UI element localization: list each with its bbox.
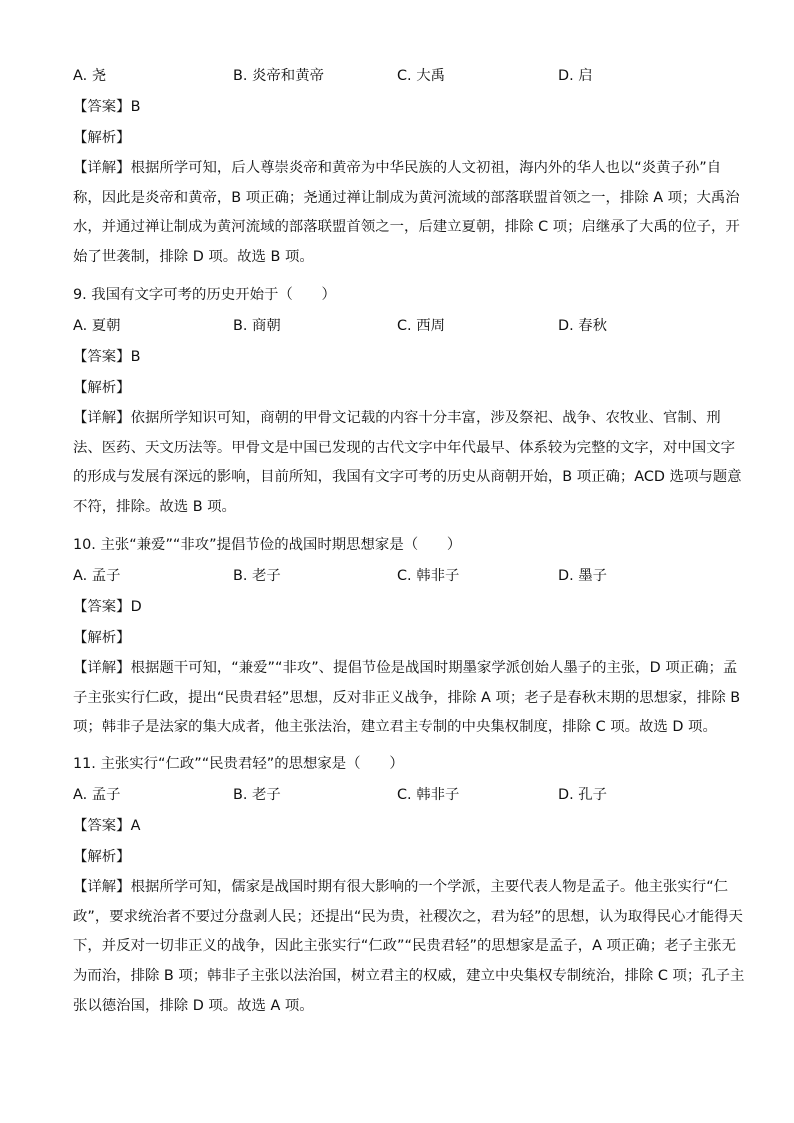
- q9-detail-line: 【详解】依据所学知识可知，商朝的甲骨文记载的内容十分丰富，涉及祭祀、战争、农牧业、官制、刑: [73, 410, 721, 426]
- q10-analysis-heading: 【解析】: [73, 630, 131, 646]
- q8-detail: [73, 154, 740, 273]
- q10-option-c: C. 韩非子: [397, 568, 460, 584]
- q11-detail-line: 政”，要求统治者不要过分盘剥人民；还提出“民为贵，社稷次之，君为轻”的思想，认为取得民心才能得天: [73, 908, 743, 925]
- q11-detail: [73, 873, 745, 1022]
- q9-option-a: A. 夏朝: [73, 318, 121, 334]
- q9-option-b: B. 商朝: [233, 318, 281, 334]
- q8-option-c: C. 大禹: [397, 68, 445, 84]
- q10-options: [73, 566, 733, 586]
- q10-question: 10. 主张“兼爱”“非攻”提倡节俭的战国时期思想家是（ ）: [73, 537, 462, 553]
- q9-detail-line: 法、医药、天文历法等。甲骨文是中国已发现的古代文字中年代最早、体系较为完整的文字，对中国文字: [73, 439, 735, 456]
- q11-detail-line: 张以德治国，排除 D 项。故选 A 项。: [73, 997, 314, 1014]
- q9-option-d: D. 春秋: [558, 318, 608, 334]
- q11-option-b: B. 老子: [233, 787, 281, 803]
- q11-option-a: A. 孟子: [73, 787, 121, 803]
- q8-option-a: A. 尧: [73, 68, 107, 84]
- q9-question: 9. 我国有文字可考的历史开始于（ ）: [73, 287, 336, 303]
- q10-detail-line: 【详解】根据题干可知，“兼爱”“非攻”、提倡节俭是战国时期墨家学派创始人墨子的主张，D 项正确；孟: [73, 660, 738, 676]
- q10-detail-line: 子主张实行仁政，提出“民贵君轻”思想，反对非正义战争，排除 A 项；老子是春秋末期的思想家，排除 B: [73, 689, 741, 706]
- q8-detail-line: 【详解】根据所学可知，后人尊崇炎帝和黄帝为中华民族的人文初祖，海内外的华人也以“炎黄子孙”自: [73, 160, 722, 176]
- q11-option-c: C. 韩非子: [397, 787, 460, 803]
- q11-detail-line: 【详解】根据所学可知，儒家是战国时期有很大影响的一个学派，主要代表人物是孟子。他主张实行“仁: [73, 879, 729, 895]
- q10-option-d: D. 墨子: [558, 568, 608, 584]
- q9-answer: 【答案】B: [73, 349, 141, 365]
- q9-option-c: C. 西周: [397, 318, 445, 334]
- q10-answer: 【答案】D: [73, 599, 142, 615]
- q8-detail-line: 水，并通过禅让制成为黄河流域的部落联盟首领之一，后建立夏朝，排除 C 项；启继承了大禹的位子，开: [73, 219, 740, 236]
- q8-option-b: B. 炎帝和黄帝: [233, 68, 324, 84]
- q11-detail-line: 为而治，排除 B 项；韩非子主张以法治国，树立君主的权威，建立中央集权专制统治，排除 C 项；孔子主: [73, 968, 745, 985]
- q10-detail: [73, 654, 741, 743]
- q8-option-d: D. 启: [558, 68, 593, 84]
- q10-detail-line: 项；韩非子是法家的集大成者，他主张法治，建立君主专制的中央集权制度，排除 C 项。故选 D 项。: [73, 719, 717, 736]
- q8-answer: 【答案】B: [73, 99, 141, 115]
- q11-question: 11. 主张实行“仁政”“民贵君轻”的思想家是（ ）: [73, 756, 404, 772]
- q10-option-b: B. 老子: [233, 568, 281, 584]
- q11-analysis-heading: 【解析】: [73, 849, 131, 865]
- q10-option-a: A. 孟子: [73, 568, 121, 584]
- q11-answer: 【答案】A: [73, 818, 141, 834]
- q8-options: [73, 66, 733, 86]
- q8-analysis-heading: 【解析】: [73, 130, 131, 146]
- q9-detail: [73, 404, 742, 523]
- q9-detail-line: 的形成与发展有深远的影响，目前所知，我国有文字可考的历史从商朝开始，B 项正确；ACD 选项与题意: [73, 469, 742, 486]
- q8-detail-line: 始了世袭制，排除 D 项。故选 B 项。: [73, 249, 314, 266]
- q8-detail-line: 称，因此是炎帝和黄帝，B 项正确；尧通过禅让制成为黄河流域的部落联盟首领之一，排除 A 项；大禹治: [73, 189, 740, 206]
- q9-options: [73, 316, 733, 336]
- q9-analysis-heading: 【解析】: [73, 380, 131, 396]
- q11-option-d: D. 孔子: [558, 787, 608, 803]
- q11-detail-line: 下，并反对一切非正义的战争，因此主张实行“仁政”“民贵君轻”的思想家是孟子，A 项正确；老子主张无: [73, 938, 737, 955]
- q11-options: [73, 785, 733, 805]
- q9-detail-line: 不符，排除。故选 B 项。: [73, 499, 236, 516]
